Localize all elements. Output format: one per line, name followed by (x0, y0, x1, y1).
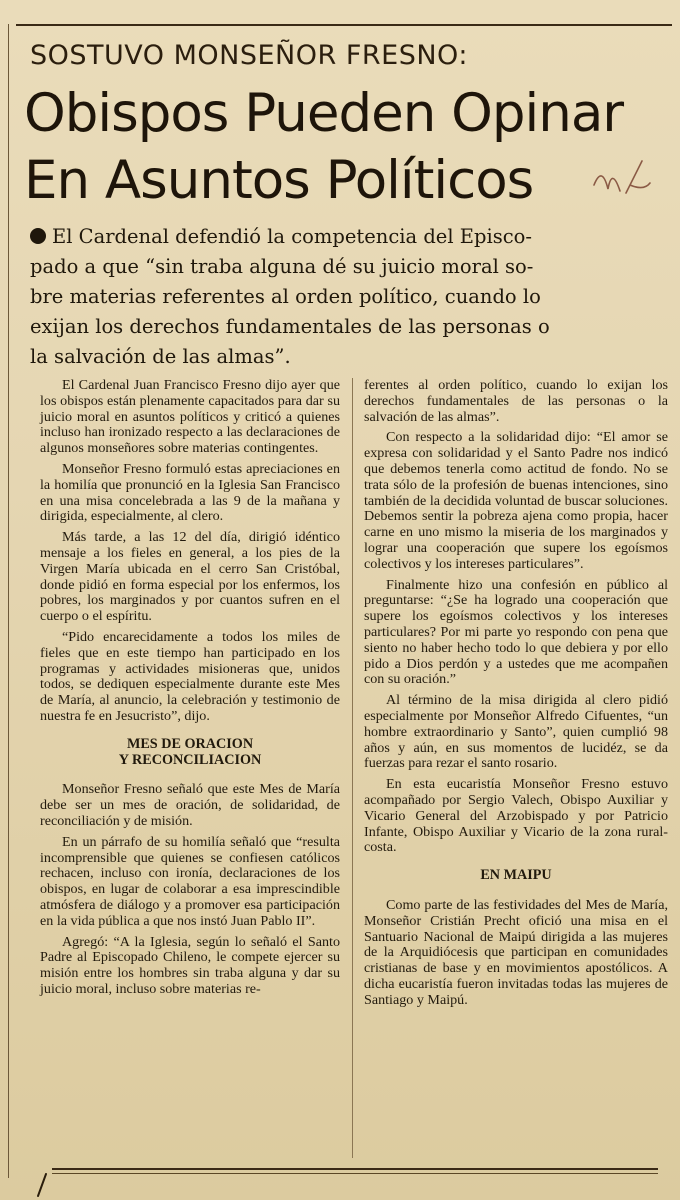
subheading-en-maipu: EN MAIPU (480, 867, 552, 884)
paragraph: ferentes al orden político, cuando lo exijan los derechos fundamentales de las personas o la salvación de las almas”. (364, 377, 668, 425)
paragraph: “Pido encarecidamente a todos los miles de fieles que en este tiempo han participado en los programas y actividades misioneras que, unidos todos, se dediquen especialmente durante este Mes de María, al anuncio, la celebración y testimonio de nuestra fe en Jesucristo”, dijo. (40, 628, 340, 724)
bottom-rule-thin (52, 1173, 658, 1174)
paragraph: Finalmente hizo una confesión en público al preguntarse: “¿Se ha logrado una cooperación que supere los egoísmos colectivos y los intereses particulares? Por mi parte yo respondo con pena que siento no haber hecho todo lo que debiera y por ello pido a Dios perdón y a ustedes que me acompañen con su oración.” (364, 576, 668, 688)
handwritten-mark-icon (590, 155, 660, 215)
bullet-icon (30, 228, 46, 244)
bottom-rule (52, 1168, 658, 1170)
headline-line-2: En Asuntos Políticos (24, 150, 534, 211)
top-rule (16, 24, 672, 26)
paragraph: Monseñor Fresno formuló estas apreciaciones en la homilía que pronunció en la Iglesia San Francisco en una misa concelebrada a las 9 de la mañana y dirigida, especialmente, al clero. (40, 460, 340, 525)
paragraph: Más tarde, a las 12 del día, dirigió idéntico mensaje a los fieles en general, a los pies de la Virgen María ubicada en el cerro San Cristóbal, donde pidió en forma especial por los enfermos, los pobres, los marginados y por cuantos sufren en el cuerpo o el espíritu. (40, 529, 340, 625)
paragraph: Como parte de las festividades del Mes de María, Monseñor Cristián Precht ofició una misa en el Santuario Nacional de Maipú dirigida a las mujeres de la Arquidiócesis que participan en comunidades cristianas de base y en movimientos apostólicos. A dicha eucaristía fueron invitadas todas las mujeres de Santiago y Maipú. (364, 896, 668, 1008)
deck-line-4: exijan los derechos fundamentales de las personas o (30, 315, 550, 338)
paragraph: Con respecto a la solidaridad dijo: “El amor se expresa con solidaridad y el Santo Padre nos indicó que debemos tenerla como actitud de fondo. No se trata sólo de la profesión de buenas intenciones, sino también de la decidida voluntad de buscar soluciones. Debemos sentir la pobreza ajena como propia, hacer carne en uno mismo la miseria de los marginados y lograr una cooperación que supere los egoísmos colectivos y los intereses particulares”. (364, 429, 668, 572)
subheading-mes-de-oracion: MES DE ORACION Y RECONCILIACION (118, 735, 262, 768)
headline (24, 80, 664, 214)
deck (30, 222, 670, 372)
column-divider (352, 378, 353, 1158)
headline-line-1: Obispos Pueden Opinar (24, 83, 624, 144)
paragraph: En esta eucaristía Monseñor Fresno estuvo acompañado por Sergio Valech, Obispo Auxiliar y Vicario General del Arzobispado y por Patricio Infante, Obispo Auxiliar y Vicario de la zona rural-costa. (364, 776, 668, 856)
deck-line-5: la salvación de las almas”. (30, 345, 291, 368)
deck-line-1: El Cardenal defendió la competencia del Episco- (30, 222, 670, 252)
column-1 (40, 378, 340, 1003)
paragraph: Agregó: “A la Iglesia, según lo señaló el Santo Padre al Episcopado Chileno, le compete ejercer su misión entre los hombres sin traba alguna y dar su juicio moral, incluso sobre materias re- (40, 933, 340, 997)
deck-line-2: pado a que “sin traba alguna dé su juicio moral so- (30, 255, 534, 278)
column-2 (364, 378, 668, 1013)
paragraph: El Cardenal Juan Francisco Fresno dijo ayer que los obispos están plenamente capacitados para dar su juicio moral en asuntos políticos y criticó a quienes incluso han ironizado respecto a las declaraciones de algunos monseñores sobre materias contingentes. (40, 377, 340, 457)
paragraph: En un párrafo de su homilía señaló que “resulta incomprensible que quienes se confiesen católicos rechacen, incluso con ironía, declaraciones de los obispos, en lugar de colaborar a esa imprescindible atmósfera de diálogo y a promover esa participación en la vida pública a que nos instó Juan Pablo II”. (40, 833, 340, 929)
kicker: SOSTUVO MONSEÑOR FRESNO: (30, 40, 468, 71)
paragraph: Monseñor Fresno señaló que este Mes de María debe ser un mes de oración, de solidaridad, de reconciliación y de misión. (40, 781, 340, 829)
left-rule (8, 24, 9, 1178)
pencil-mark-icon (34, 1172, 50, 1198)
deck-line-3: bre materias referentes al orden político, cuando lo (30, 285, 541, 308)
paragraph: Al término de la misa dirigida al clero pidió especialmente por Monseñor Alfredo Cifuentes, “un hombre extraordinario y Santo”, quien cumplió 98 años y aún, en sus momentos de lucidéz, se da fuerzas para rezar el santo rosario. (364, 692, 668, 772)
